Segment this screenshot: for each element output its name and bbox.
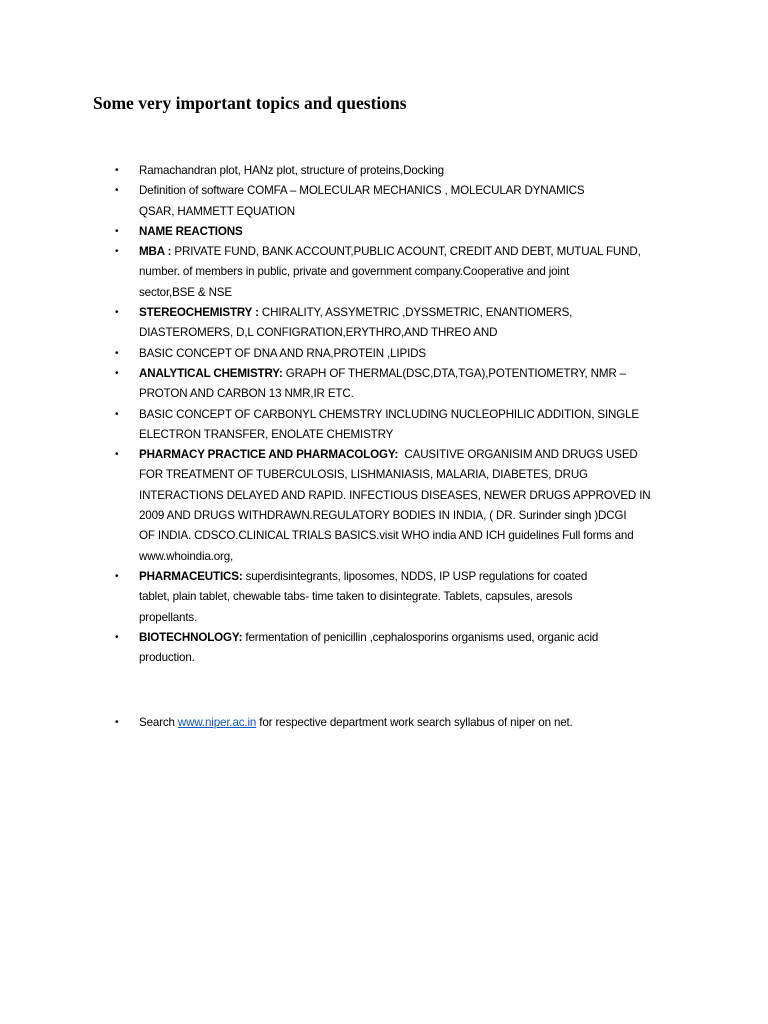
topic-item: [0, 364, 687, 405]
topic-text: BASIC CONCEPT OF DNA AND RNA,PROTEIN ,LIPIDS: [139, 346, 426, 360]
topic-item: [0, 628, 687, 669]
topic-item: [0, 242, 687, 303]
topic-line: [139, 486, 687, 506]
topic-item: [0, 161, 687, 181]
topic-text: superdisintegrants, liposomes, NDDS, IP USP regulations for coated: [242, 569, 588, 583]
topic-line: [139, 262, 687, 282]
topic-text: DIASTEROMERS, D,L CONFIGRATION,ERYTHRO,AND THREO AND: [139, 326, 498, 340]
bullet-icon: •: [115, 165, 119, 176]
bullet-icon: •: [115, 185, 119, 197]
topic-text: GRAPH OF THERMAL(DSC,DTA,TGA),POTENTIOMETRY, NMR –: [282, 366, 626, 380]
bullet-icon: •: [115, 246, 119, 258]
topic-label: BIOTECHNOLOGY:: [139, 630, 243, 644]
topic-line: [139, 384, 687, 404]
topic-line: [139, 405, 687, 425]
topic-text: FOR TREATMENT OF TUBERCULOSIS, LISHMANIASIS, MALARIA, DIABETES, DRUG: [139, 468, 588, 482]
topic-text: number. of members in public, private and government company.Cooperative and joint: [139, 265, 570, 279]
bullet-icon: •: [115, 347, 119, 359]
topic-line: [139, 425, 687, 445]
topic-line: [139, 283, 687, 303]
topic-line: [139, 364, 687, 384]
topic-line: [139, 608, 687, 628]
topic-label: PHARMACY PRACTICE AND PHARMACOLOGY:: [139, 448, 399, 462]
topic-line: [139, 547, 687, 567]
topic-text: 2009 AND DRUGS WITHDRAWN.REGULATORY BODIES IN INDIA, ( DR. Surinder singh )DCGI: [139, 509, 627, 523]
topic-line: [139, 648, 687, 668]
topic-text: BASIC CONCEPT OF CARBONYL CHEMSTRY INCLUDING NUCLEOPHILIC ADDITION, SINGLE: [139, 407, 639, 421]
topic-line: [139, 506, 687, 526]
bullet-icon: •: [115, 307, 119, 319]
topic-list: [0, 161, 687, 668]
topic-text: QSAR, HAMMETT EQUATION: [139, 204, 296, 218]
topic-line: [139, 587, 687, 607]
topic-item: [0, 303, 687, 344]
topic-text: sector,BSE & NSE: [139, 285, 232, 299]
niper-link[interactable]: www.niper.ac.in: [177, 716, 257, 729]
topic-line: [139, 161, 687, 181]
topic-label: NAME REACTIONS: [139, 224, 243, 238]
bullet-icon: •: [115, 717, 119, 728]
topic-line: [139, 526, 687, 546]
topic-label: MBA :: [139, 245, 172, 259]
bullet-icon: •: [115, 631, 119, 643]
topic-item: [0, 405, 687, 446]
topic-text: Definition of software COMFA – MOLECULAR MECHANICS , MOLECULAR DYNAMICS: [139, 184, 585, 198]
topic-text: ELECTRON TRANSFER, ENOLATE CHEMISTRY: [139, 427, 394, 441]
topic-line: [139, 181, 687, 201]
topic-item: [0, 222, 687, 242]
topic-line: [139, 323, 687, 343]
search-note-list: [0, 713, 687, 733]
topic-line: [139, 567, 687, 587]
bullet-icon: •: [115, 225, 119, 237]
topic-line: [139, 303, 687, 323]
bullet-icon: •: [115, 367, 119, 379]
topic-item: [0, 181, 687, 222]
topic-item: [0, 567, 687, 628]
search-note-item: [0, 713, 687, 733]
topic-text: production.: [139, 651, 195, 665]
search-prefix: Search: [139, 716, 178, 729]
topic-line: [139, 628, 687, 648]
topic-line: [139, 445, 687, 465]
topic-text: PRIVATE FUND, BANK ACCOUNT,PUBLIC ACOUNT, CREDIT AND DEBT, MUTUAL FUND,: [171, 245, 641, 259]
topic-line: [139, 242, 687, 262]
topic-line: [139, 222, 687, 242]
search-suffix: for respective department work search syllabus of niper on net.: [256, 716, 573, 729]
topic-text: INTERACTIONS DELAYED AND RAPID. INFECTIOUS DISEASES, NEWER DRUGS APPROVED IN: [139, 488, 651, 502]
bullet-icon: •: [115, 408, 119, 420]
topic-text: propellants.: [139, 610, 198, 624]
topic-text: CAUSITIVE ORGANISIM AND DRUGS USED: [398, 448, 638, 462]
topic-text: OF INDIA. CDSCO.CLINICAL TRIALS BASICS.visit WHO india AND ICH guidelines Full forms and: [139, 529, 634, 543]
bullet-icon: •: [115, 570, 119, 582]
topic-text: fermentation of penicillin ,cephalosporins organisms used, organic acid: [242, 630, 599, 644]
bullet-icon: •: [115, 449, 119, 461]
topic-text: CHIRALITY, ASSYMETRIC ,DYSSMETRIC, ENANTIOMERS,: [258, 306, 573, 320]
topic-text: www.whoindia.org,: [139, 549, 234, 563]
topic-label: STEREOCHEMISTRY :: [139, 306, 259, 320]
page-title: Some very important topics and questions: [93, 93, 407, 113]
topic-item: [0, 344, 687, 364]
topic-label: PHARMACEUTICS:: [139, 569, 243, 583]
topic-line: [139, 344, 687, 364]
topic-text: tablet, plain tablet, chewable tabs- time taken to disintegrate. Tablets, capsules, aresols: [139, 590, 573, 604]
topic-item: [0, 445, 687, 567]
topic-line: [139, 202, 687, 222]
topic-label: ANALYTICAL CHEMISTRY:: [139, 366, 283, 380]
topic-text: Ramachandran plot, HANz plot, structure of proteins,Docking: [139, 164, 444, 177]
topic-text: PROTON AND CARBON 13 NMR,IR ETC.: [139, 387, 354, 401]
topic-line: [139, 465, 687, 485]
